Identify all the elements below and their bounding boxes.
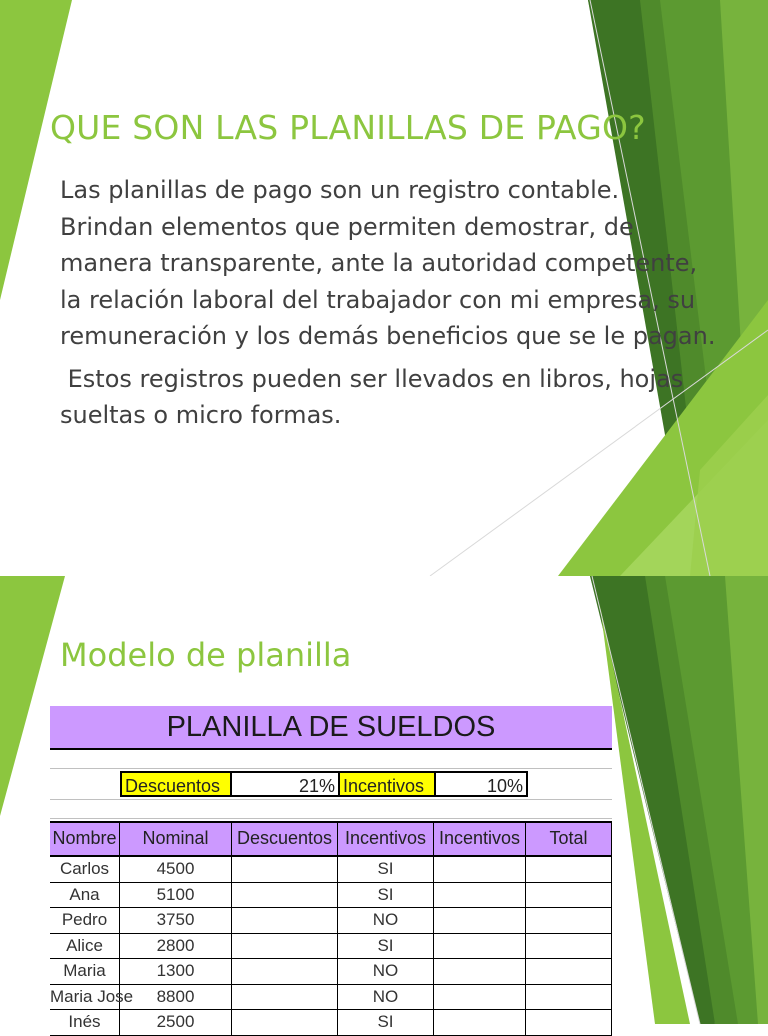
descuentos-cell xyxy=(232,1010,338,1035)
column-header: Incentivos xyxy=(434,823,526,855)
nominal-cell: 8800 xyxy=(120,985,232,1010)
table-row xyxy=(50,857,612,883)
empty-row xyxy=(50,800,612,819)
incentivo-flag-cell: SI xyxy=(338,857,434,882)
incentivo-flag-cell: NO xyxy=(338,908,434,933)
table-row xyxy=(50,908,612,934)
incentivos-cell xyxy=(434,1010,526,1035)
nominal-cell: 3750 xyxy=(120,908,232,933)
descuentos-cell xyxy=(232,959,338,984)
table-row xyxy=(50,883,612,909)
incentivo-flag-cell: NO xyxy=(338,985,434,1010)
total-cell xyxy=(526,959,612,984)
incentivo-flag-cell: SI xyxy=(338,1010,434,1035)
incentivos-label: Incentivos xyxy=(338,771,436,797)
nominal-cell: 2500 xyxy=(120,1010,232,1035)
incentivos-cell xyxy=(434,959,526,984)
incentivos-cell xyxy=(434,934,526,959)
incentivo-flag-cell: NO xyxy=(338,959,434,984)
payroll-spreadsheet xyxy=(50,706,612,1036)
sheet-banner: PLANILLA DE SUELDOS xyxy=(50,706,612,750)
slide-title: Modelo de planilla xyxy=(60,636,352,674)
nominal-cell: 4500 xyxy=(120,857,232,882)
column-header: Descuentos xyxy=(232,823,338,855)
descuentos-cell xyxy=(232,934,338,959)
descuentos-label: Descuentos xyxy=(120,771,232,797)
empty-row xyxy=(50,750,612,769)
name-cell: Maria Jose xyxy=(50,985,120,1010)
table-row xyxy=(50,1010,612,1036)
slide-title: QUE SON LAS PLANILLAS DE PAGO? xyxy=(50,108,646,147)
name-cell: Carlos xyxy=(50,857,120,882)
incentivo-flag-cell: SI xyxy=(338,934,434,959)
descuentos-cell xyxy=(232,883,338,908)
total-cell xyxy=(526,908,612,933)
descuentos-cell xyxy=(232,908,338,933)
name-cell: Alice xyxy=(50,934,120,959)
table-row xyxy=(50,985,612,1011)
paragraph: Las planillas de pago son un registro contable. Brindan elementos que permiten demostrar, de manera transparente, ante la autoridad competente, la relación laboral del trabajador con mi empresa, su remuneración y los demás beneficios que se le pagan. xyxy=(60,176,716,350)
name-cell: Maria xyxy=(50,959,120,984)
table-row xyxy=(50,959,612,985)
slide-body xyxy=(60,172,720,440)
total-cell xyxy=(526,1010,612,1035)
column-header: Incentivos xyxy=(338,823,434,855)
name-cell: Ana xyxy=(50,883,120,908)
nominal-cell: 2800 xyxy=(120,934,232,959)
total-cell xyxy=(526,857,612,882)
name-cell: Pedro xyxy=(50,908,120,933)
incentivo-flag-cell: SI xyxy=(338,883,434,908)
total-cell xyxy=(526,985,612,1010)
total-cell xyxy=(526,934,612,959)
incentivos-cell xyxy=(434,908,526,933)
parameters-row xyxy=(50,769,612,800)
nominal-cell: 1300 xyxy=(120,959,232,984)
descuentos-cell xyxy=(232,857,338,882)
incentivos-rate: 10% xyxy=(434,771,528,797)
column-header: Nombre xyxy=(50,823,120,855)
slide-2 xyxy=(0,576,768,1031)
column-header: Total xyxy=(526,823,612,855)
descuentos-rate: 21% xyxy=(230,771,340,797)
table-header xyxy=(50,821,612,857)
total-cell xyxy=(526,883,612,908)
paragraph: Estos registros pueden ser llevados en libros, hojas sueltas o micro formas. xyxy=(60,364,691,429)
incentivos-cell xyxy=(434,883,526,908)
nominal-cell: 5100 xyxy=(120,883,232,908)
name-cell: Inés xyxy=(50,1010,120,1035)
descuentos-cell xyxy=(232,985,338,1010)
column-header: Nominal xyxy=(120,823,232,855)
incentivos-cell xyxy=(434,985,526,1010)
incentivos-cell xyxy=(434,857,526,882)
table-row xyxy=(50,934,612,960)
